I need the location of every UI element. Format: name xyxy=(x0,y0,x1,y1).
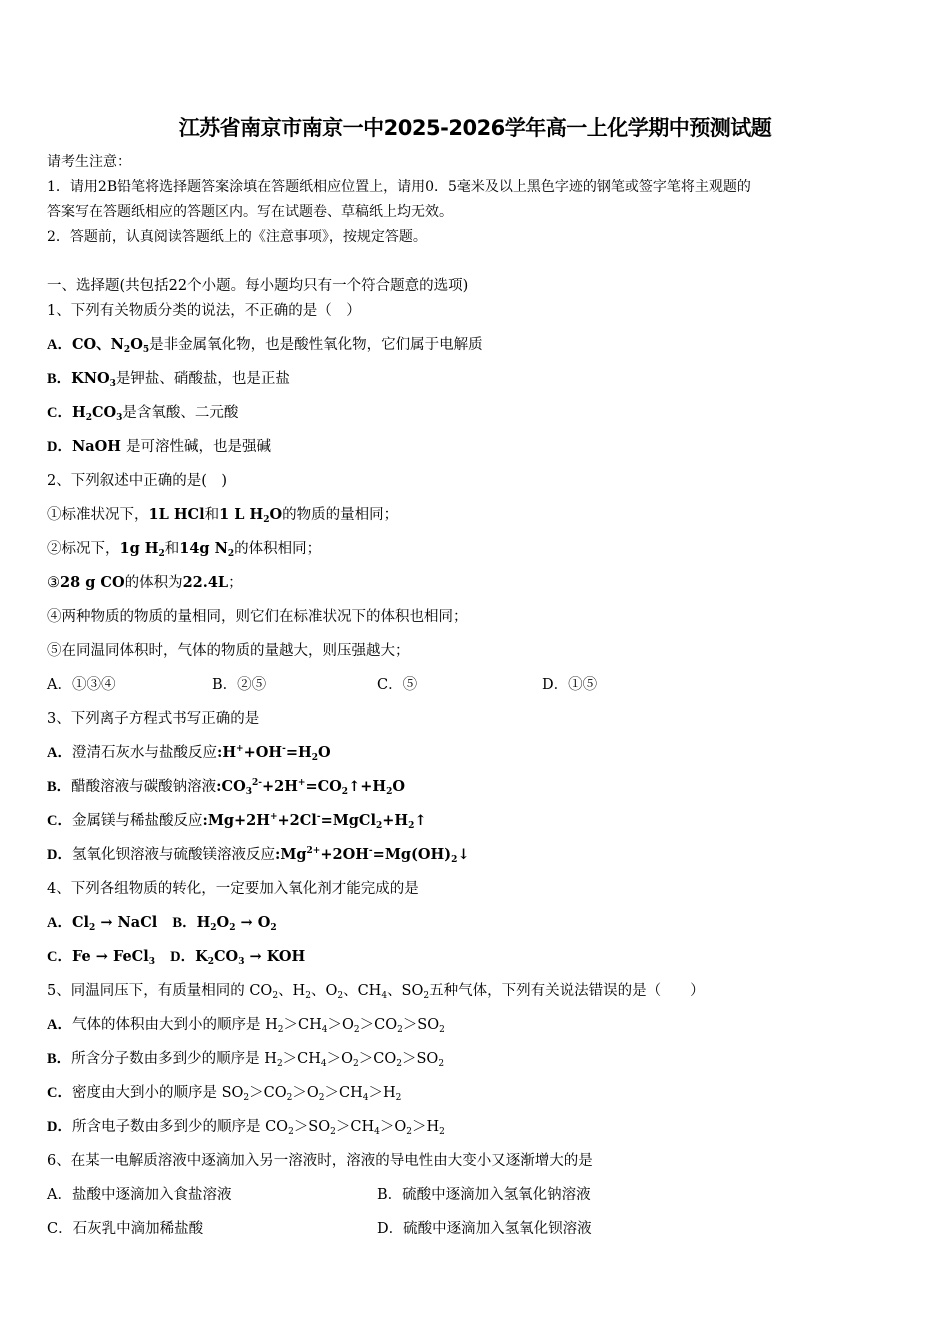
question-2-statement-1: ①标准状况下，1L HCl和1 L $H_2O$的物质的量相同； xyxy=(47,506,399,525)
notice-heading: 请考生注意： xyxy=(47,154,131,170)
page-title: 江苏省南京市南京一中2025-2026学年高一上化学期中预测试题 xyxy=(178,116,772,140)
question-3-option-d: D．氢氧化钡溶液与硫酸镁溶液反应$:Mg^{2+}+2OH^-=Mg(OH)_2↓$ xyxy=(47,846,470,865)
question-3-stem: 3、下列离子方程式书写正确的是 xyxy=(47,711,260,727)
question-2-stem: 2、下列叙述中正确的是( ) xyxy=(47,473,228,489)
notice-item-1-line-1: 1．请用2B铅笔将选择题答案涂填在答题纸相应位置上，请用0．5毫米及以上黑色字迹的钢笔或签字笔将主观题的 xyxy=(47,179,751,195)
notice-item-2: 2．答题前，认真阅读答题纸上的《注意事项》，按规定答题。 xyxy=(47,229,427,245)
notice-item-1-line-2: 答案写在答题纸相应的答题区内。写在试题卷、草稿纸上均无效。 xyxy=(47,204,453,220)
question-1-option-a: A．CO、$N_2O_5$是非金属氧化物，也是酸性氧化物，它们属于电解质 xyxy=(47,336,483,355)
question-4-options-ab: A．$Cl_2$ → NaCl B．$H_2O_2 \to O_2$ xyxy=(47,914,277,933)
question-1-option-d: D．NaOH 是可溶性碱，也是强碱 xyxy=(47,438,272,455)
question-2-statement-5: ⑤在同温同体积时，气体的物质的量越大，则压强越大； xyxy=(47,643,410,659)
question-3-option-a: A．澄清石灰水与盐酸反应$:H^++OH^-=H_2O$ xyxy=(47,744,331,763)
question-6-option-d: D．硫酸中逐滴加入氢氧化钡溶液 xyxy=(377,1221,592,1237)
question-5-option-d: D．所含电子数由多到少的顺序是 $CO_2>SO_2>CH_4>O_2>H_2$ xyxy=(47,1119,445,1137)
question-2-statement-4: ④两种物质的物质的量相同，则它们在标准状况下的体积也相同； xyxy=(47,609,468,625)
question-3-option-b: B．醋酸溶液与碳酸钠溶液$:CO_3^{2-}+2H^+=CO_2↑+H_2O$ xyxy=(47,778,405,797)
question-2-statement-3: ③28 g CO的体积为22.4L； xyxy=(47,574,243,591)
question-6-option-c: C．石灰乳中滴加稀盐酸 xyxy=(47,1221,204,1237)
question-5-option-c: C．密度由大到小的顺序是 $SO_2>CO_2>O_2>CH_4>H_2$ xyxy=(47,1085,402,1103)
question-2-option-d: D．①⑤ xyxy=(542,677,598,693)
question-1-option-b: B．$KNO_3$是钾盐、硝酸盐，也是正盐 xyxy=(47,370,290,389)
question-2-option-b: B．②⑤ xyxy=(212,677,267,693)
question-1-option-c: C．$H_2CO_3$是含氧酸、二元酸 xyxy=(47,404,239,423)
question-5-stem: 5、同温同压下，有质量相同的 $CO_2$、$H_2$、$O_2$、$CH_4$、$SO_2$五种气体，下列有关说法错误的是（ ） xyxy=(47,983,705,1001)
question-5-option-a: A．气体的体积由大到小的顺序是 $H_2>CH_4>O_2>CO_2>SO_2$ xyxy=(47,1017,445,1035)
question-4-stem: 4、下列各组物质的转化，一定要加入氧化剂才能完成的是 xyxy=(47,881,419,897)
question-4-options-cd: C．Fe → FeCl$_3$ D．$K_2CO_3$ → KOH xyxy=(47,948,306,967)
question-1-stem: 1、下列有关物质分类的说法，不正确的是（ ） xyxy=(47,303,361,319)
question-2-option-a: A．①③④ xyxy=(47,677,116,693)
question-6-option-a: A．盐酸中逐滴加入食盐溶液 xyxy=(47,1187,232,1203)
question-6-option-b: B．硫酸中逐滴加入氢氧化钠溶液 xyxy=(377,1187,591,1203)
question-6-stem: 6、在某一电解质溶液中逐滴加入另一溶液时，溶液的导电性由大变小又逐渐增大的是 xyxy=(47,1153,593,1169)
question-2-statement-2: ②标况下，1g $H_2$和14g $N_2$的体积相同； xyxy=(47,540,322,559)
question-5-option-b: B．所含分子数由多到少的顺序是 $H_2>CH_4>O_2>CO_2>SO_2$ xyxy=(47,1051,445,1069)
question-3-option-c: C．金属镁与稀盐酸反应$:Mg+2H^++2Cl^-=MgCl_2+H_2↑$ xyxy=(47,812,427,831)
question-2-option-c: C．⑤ xyxy=(377,677,418,693)
section-heading: 一、选择题(共包括22个小题。每小题均只有一个符合题意的选项) xyxy=(47,278,469,294)
